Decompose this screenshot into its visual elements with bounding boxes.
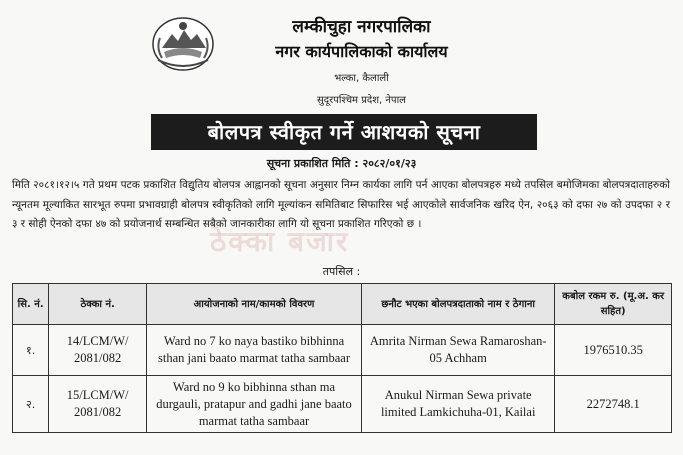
row-amount: 1976510.35 [555, 325, 672, 376]
row-bidder: Anukul Nirman Sewa private limited Lamkichuha-01, Kailai [362, 376, 555, 433]
table-row [13, 325, 672, 376]
header-bidder: छनौट भएका बोलपत्रदाताको नाम र ठेगाना [362, 284, 555, 325]
province-name: सुदूरपश्चिम प्रदेश, नेपाल [317, 95, 406, 106]
notice-title: बोलपत्र स्वीकृत गर्ने आशयको सूचना [151, 114, 537, 150]
row-bidder: Amrita Nirman Sewa Ramaroshan-05 Achham [362, 325, 555, 376]
row-sn: २. [13, 376, 49, 433]
row-project: Ward no 7 ko naya bastiko bibhinna sthan jani baato marmat tatha sambaar [146, 325, 361, 376]
header-amount: कबोल रकम रु. (मू.अ. कर सहित) [555, 284, 672, 325]
row-project: Ward no 9 ko bibhinna sthan ma durgauli, pratapur and gadhi jane baato marmat tatha sambaar [146, 376, 361, 433]
header-project: आयोजनाको नाम/कामको विवरण [146, 284, 361, 325]
header-contract-no: ठेक्का नं. [49, 284, 147, 325]
row-contract-no: 14/LCM/W/ 2081/082 [49, 325, 147, 376]
row-contract-no: 15/LCM/W/ 2081/082 [49, 376, 147, 433]
row-amount: 2272748.1 [555, 376, 672, 433]
watermark: ठेक्का बजार [210, 225, 350, 258]
notice-body: मिति २०८१।१२।५ गते प्रथम पटक प्रकाशित विद्युतिय बोलपत्र आह्वानको सूचना अनुसार निम्न कार्यका लागि पर्न आएका बोलपत्रहरु मध्ये तपसिल बमोजिमका बोलपत्रदाताहरुको न्यूनतम मूल्याकित सारभूत रुपमा प्रभावग्राही बोलपत्र स्वीकृतिको लागि मूल्यांकन समितिबाट सिफारिस भई आएकोले सार्वजनिक खरिद ऐन, २०६३ को दफा २७ को उपदफा २ र ३ र सोही ऐनको दफा ४७ को प्रयोजनार्थ सम्बन्धित सबैको जानकारीका लागि यो सूचना प्रकाशित गरिएको छ । [12, 179, 670, 230]
office-location: भल्का, कैलाली [334, 73, 389, 84]
tender-table [12, 283, 672, 433]
published-date: सूचना प्रकाशित मिति : २०८२/०१/२३ [266, 157, 417, 170]
municipality-name: लम्कीचुहा नगरपालिका [292, 17, 431, 37]
table-header-row [13, 284, 672, 325]
details-label: तपसिल : [322, 265, 361, 278]
office-name: नगर कार्यपालिकाको कार्यालय [275, 42, 448, 61]
header-sn: सि. नं. [13, 284, 49, 325]
table-row [13, 376, 672, 433]
row-sn: १. [13, 325, 49, 376]
